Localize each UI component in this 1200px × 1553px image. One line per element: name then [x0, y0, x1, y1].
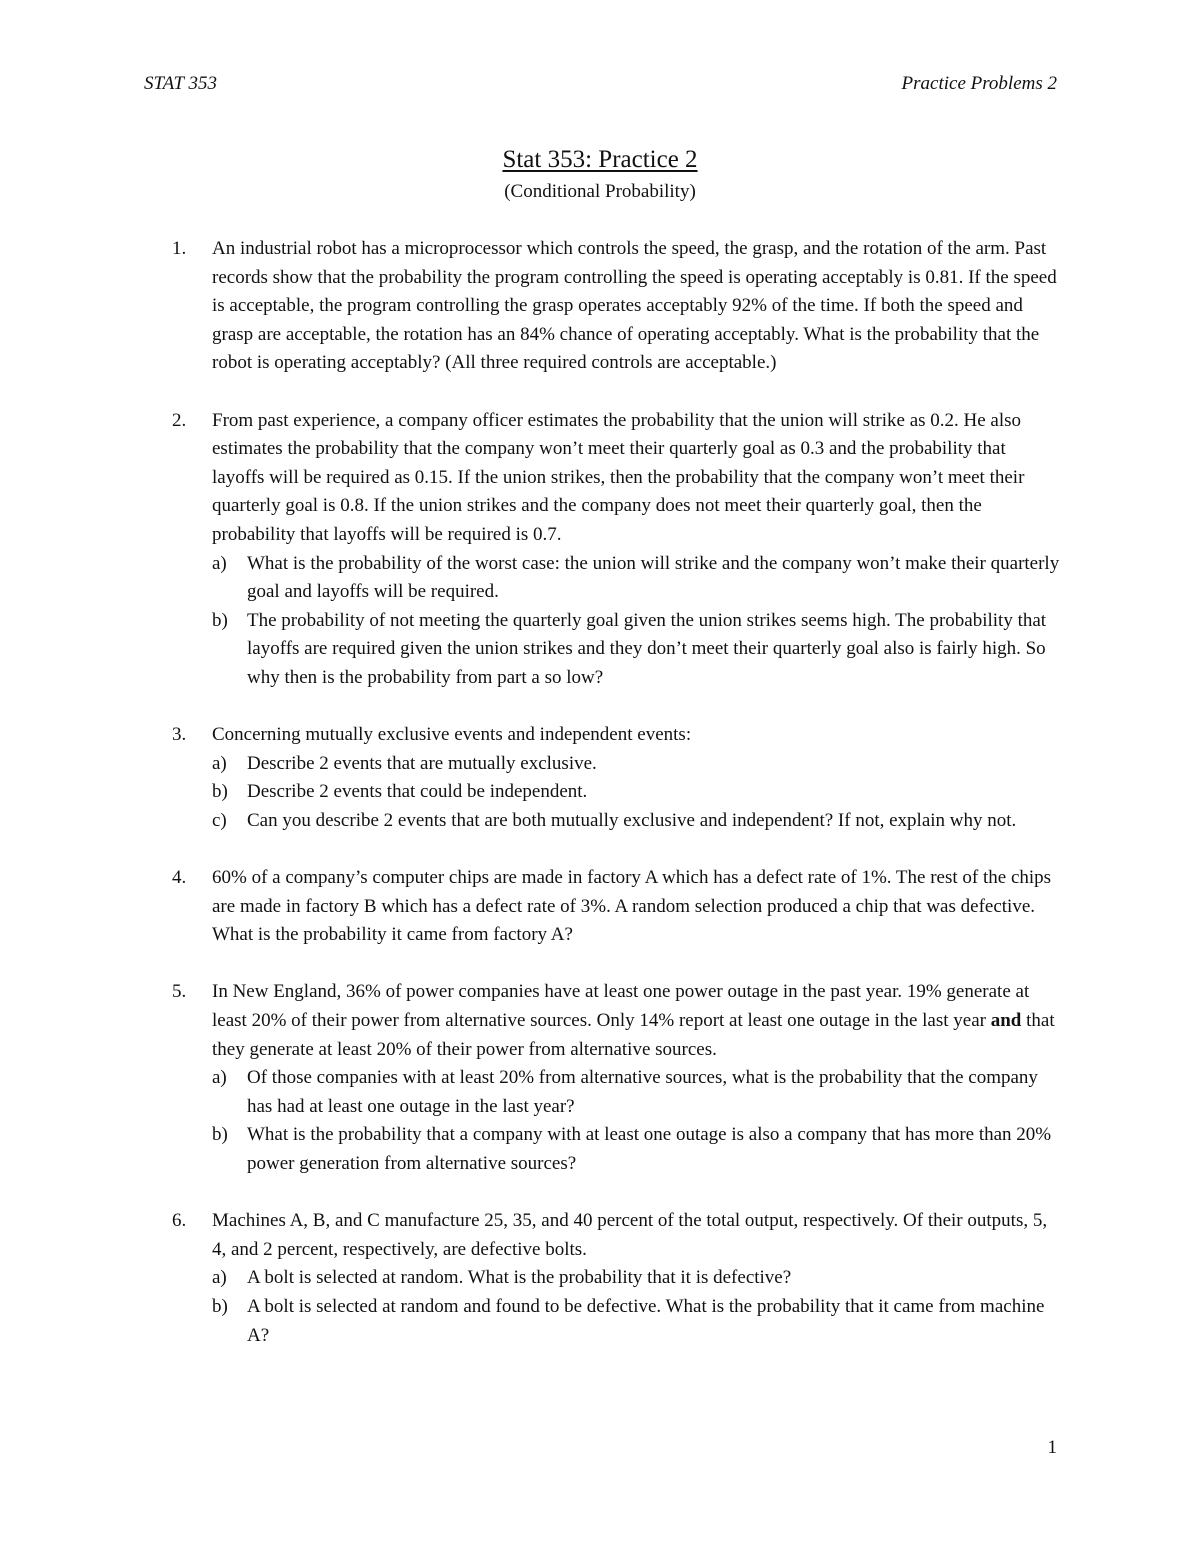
problem-part: [212, 1121, 1062, 1178]
part-label: a): [212, 552, 227, 574]
emphasis-word: and: [990, 1010, 1022, 1032]
problem-part: [212, 807, 1062, 836]
problem-number: 1.: [172, 238, 187, 259]
problem-part: [212, 1064, 1062, 1121]
problem-text: Machines A, B, and C manufacture 25, 35, and 40 percent of the total output, respectively. Of their outputs, 5, 4, and 2 percent, respectively, are defective bolts.: [212, 1210, 1048, 1260]
problem-parts: [212, 750, 1062, 836]
part-text: The probability of not meeting the quarterly goal given the union strikes seems high. The probability that layoffs are required given the union strikes and they don’t meet their quarterly goal also is fairly high. So why then is the probability from part a so low?: [247, 609, 1047, 688]
part-text: Can you describe 2 events that are both mutually exclusive and independent? If not, explain why not.: [247, 809, 1017, 831]
problem-part: [212, 1264, 1062, 1293]
problem-2: [172, 407, 1062, 693]
problem-number: 2.: [172, 409, 187, 431]
part-label: b): [212, 1295, 228, 1317]
problem-text: [212, 978, 1062, 1064]
problem-text: 60% of a company’s computer chips are made in factory A which has a defect rate of 1%. The rest of the chips are made in factory B which has a defect rate of 3%. A random selection produced a chip that was defective. What is the probability it came from factory A?: [212, 867, 1052, 946]
part-label: a): [212, 1267, 227, 1289]
problem-number: 3.: [172, 724, 187, 746]
part-text: A bolt is selected at random. What is the probability that it is defective?: [247, 1267, 792, 1289]
part-text: A bolt is selected at random and found to be defective. What is the probability that it came from machine A?: [247, 1295, 1045, 1346]
part-text: What is the probability that a company with at least one outage is also a company that has more than 20% power generation from alternative sources?: [247, 1124, 1052, 1174]
problem-list: [172, 235, 1062, 1379]
part-label: a): [212, 1067, 227, 1089]
problem-number: 4.: [172, 867, 187, 889]
problem-part: [212, 778, 1062, 807]
part-label: b): [212, 781, 228, 803]
part-label: a): [212, 752, 227, 774]
part-text: Of those companies with at least 20% from alternative sources, what is the probability that the company has had at least one outage in the last year?: [247, 1067, 1038, 1117]
problem-number: 5.: [172, 981, 187, 1003]
page-subtitle: (Conditional Probability): [504, 181, 696, 202]
part-label: c): [212, 809, 227, 831]
problem-parts: [212, 550, 1062, 693]
part-text: Describe 2 events that are mutually exclusive.: [247, 752, 597, 774]
part-text: Describe 2 events that could be independent.: [247, 781, 588, 803]
part-label: b): [212, 609, 228, 631]
problem-text: From past experience, a company officer estimates the probability that the union will strike as 0.2. He also estimates the probability that the company won’t meet their quarterly goal as 0.3 and the probability that layoffs will be required as 0.15. If the union strikes, then the probability that the company won’t meet their quarterly goal is 0.8. If the union strikes and the company does not meet their quarterly goal, then the probability that layoffs will be required is 0.7.: [212, 409, 1025, 545]
part-label: b): [212, 1124, 228, 1146]
problem-part: [212, 550, 1062, 607]
running-header-course: STAT 353: [144, 73, 218, 94]
problem-part: [212, 1293, 1062, 1350]
problem-1: [172, 235, 1062, 378]
page-number: 1: [1047, 1437, 1057, 1458]
problem-parts: [212, 1064, 1062, 1178]
running-header-title: Practice Problems 2: [901, 73, 1057, 94]
problem-text-before-emphasis: In New England, 36% of power companies have at least one power outage in the past year. 19% generate at least 20% of their power from alternative sources. Only 14% report at least one outage in the last year: [212, 981, 1030, 1032]
problem-5: [172, 978, 1062, 1178]
problem-text: Concerning mutually exclusive events and independent events:: [212, 724, 692, 746]
page-title: Stat 353: Practice 2: [502, 146, 698, 173]
problem-text: An industrial robot has a microprocessor which controls the speed, the grasp, and the rotation of the arm. Past records show that the probability the program controlling the speed is operating acceptably is 0.81. If the speed is acceptable, the program controlling the grasp operates acceptably 92% of the time. If both the speed and grasp are acceptable, the rotation has an 84% chance of operating acceptably. What is the probability that the robot is operating acceptably? (All three required controls are acceptable.): [212, 238, 1057, 374]
problem-number: 6.: [172, 1210, 187, 1232]
problem-4: [172, 864, 1062, 950]
problem-part: [212, 607, 1062, 693]
part-text: What is the probability of the worst case: the union will strike and the company won’t make their quarterly goal and layoffs will be required.: [247, 552, 1060, 603]
problem-6: [172, 1207, 1062, 1350]
problem-text-after-emphasis: that they generate at least 20% of their power from alternative sources.: [212, 1010, 1055, 1060]
problem-part: [212, 750, 1062, 779]
problem-3: [172, 721, 1062, 835]
problem-parts: [212, 1264, 1062, 1350]
